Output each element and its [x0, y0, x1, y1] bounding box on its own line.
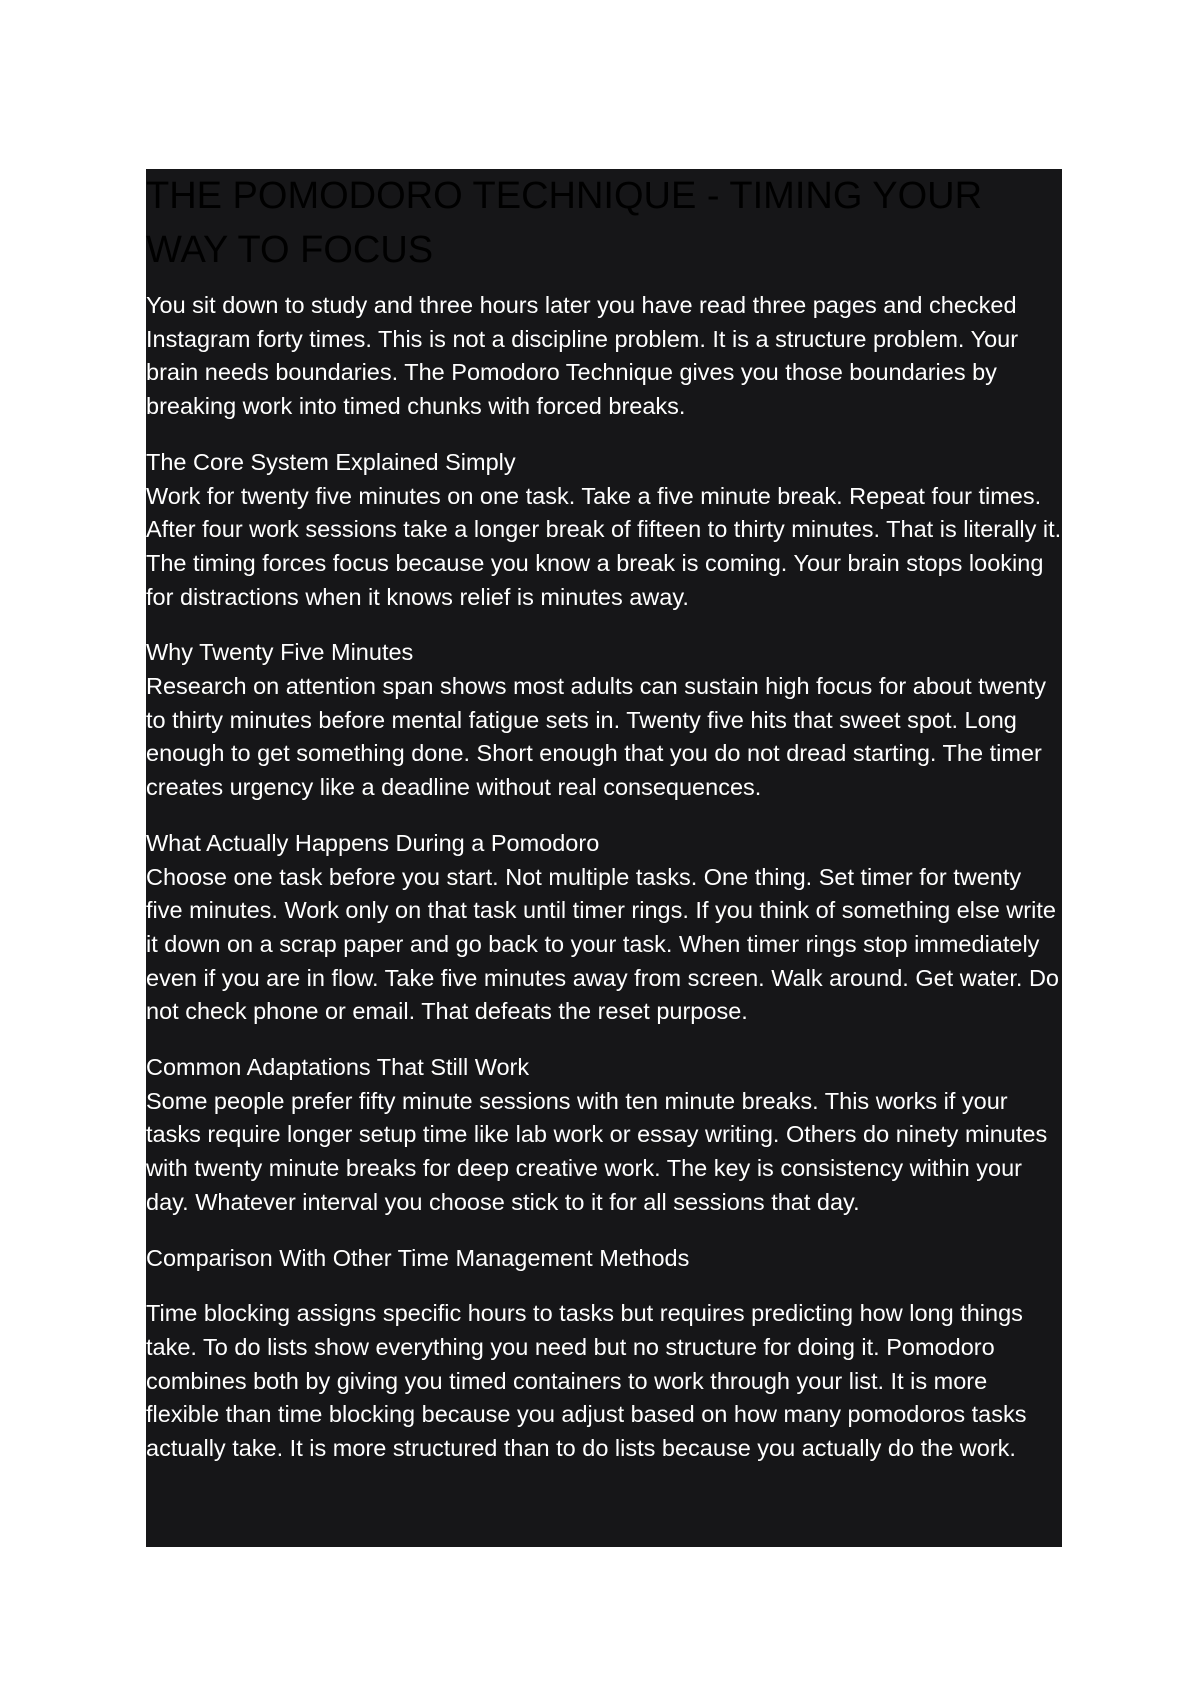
document-block	[146, 169, 1062, 1547]
section-body: Choose one task before you start. Not multiple tasks. One thing. Set timer for twenty five minutes. Work only on that task until timer rings. If you think of something else write it down on a scrap paper and go back to your task. When timer rings stop immediately even if you are in flow. Take five minutes away from screen. Walk around. Get water. Do not check phone or email. That defeats the reset purpose.	[146, 863, 1060, 1025]
section-heading: Common Adaptations That Still Work	[146, 1054, 530, 1081]
section-what-happens	[146, 827, 1062, 1029]
section-why-twenty-five	[146, 636, 1062, 805]
section-body: Time blocking assigns specific hours to tasks but requires predicting how long things take. To do lists show everything you need but no structure for doing it. Pomodoro combines both by giving you timed containers to work through your list. It is more flexible than time blocking because you adjust based on how many pomodoros tasks actually take. It is more structured than to do lists because you actually do the work.	[146, 1300, 1027, 1462]
section-core-system	[146, 446, 1062, 615]
section-heading: Why Twenty Five Minutes	[146, 639, 414, 666]
section-body: Work for twenty five minutes on one task. Take a five minute break. Repeat four times. After four work sessions take a longer break of fifteen to thirty minutes. That is literally it. The timing forces focus because you know a break is coming. Your brain stops looking for distractions when it knows relief is minutes away.	[146, 482, 1062, 610]
section-body: Some people prefer fifty minute sessions with ten minute breaks. This works if your tasks require longer setup time like lab work or essay writing. Others do ninety minutes with twenty minute breaks for deep creative work. The key is consistency within your day. Whatever interval you choose stick to it for all sessions that day.	[146, 1087, 1048, 1215]
section-body: Research on attention span shows most adults can sustain high focus for about twenty to thirty minutes before mental fatigue sets in. Twenty five hits that sweet spot. Long enough to get something done. Short enough that you do not dread starting. The timer creates urgency like a deadline without real consequences.	[146, 673, 1047, 801]
section-heading: Comparison With Other Time Management Methods	[146, 1244, 690, 1271]
section-comparison	[146, 1242, 1062, 1466]
intro-paragraph: You sit down to study and three hours later you have read three pages and checked Instagram forty times. This is not a discipline problem. It is a structure problem. Your brain needs boundaries. The Pomodoro Technique gives you those boundaries by breaking work into timed chunks with forced breaks.	[146, 292, 1019, 420]
section-heading: The Core System Explained Simply	[146, 448, 516, 475]
document-title: THE POMODORO TECHNIQUE - TIMING YOUR WAY TO FOCUS	[146, 175, 983, 271]
section-common-adaptations	[146, 1051, 1062, 1220]
section-heading: What Actually Happens During a Pomodoro	[146, 829, 600, 856]
